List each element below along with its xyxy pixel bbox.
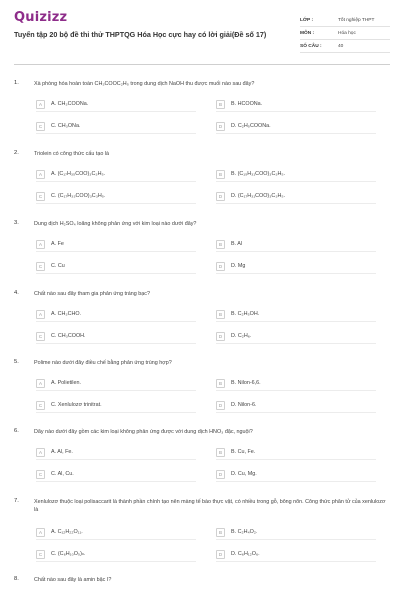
option-text: C. (C₆H₁₀O₅)ₙ. (51, 551, 86, 557)
option-underline (216, 111, 376, 112)
question-4 (14, 290, 390, 350)
option-b[interactable] (216, 168, 376, 180)
option-b[interactable] (216, 446, 376, 458)
meta-value: Hóa học (338, 30, 356, 36)
option-letter-box: B (216, 170, 225, 179)
option-text: A. CH₃COONa. (51, 101, 89, 107)
option-text: B. C₂H₅OH. (231, 311, 260, 317)
question-number: 2. (14, 150, 19, 156)
option-text: C. Cu (51, 263, 65, 269)
option-text: D. Mg (231, 263, 246, 269)
option-text: C. Al, Cu. (51, 471, 74, 477)
option-text: A. Al, Fe. (51, 449, 73, 455)
option-underline (216, 390, 376, 391)
option-a[interactable] (36, 526, 196, 538)
option-c[interactable] (36, 548, 196, 560)
option-underline (216, 481, 376, 482)
meta-key: LỚP : (300, 17, 314, 23)
option-underline (216, 181, 376, 182)
option-text: B. Cu, Fe. (231, 449, 256, 455)
option-text: D. C₂H₆. (231, 333, 252, 339)
document-title: Tuyển tập 20 bộ đề thi thử THPTQG Hóa Học cực hay có lời giải(Đề số 17) (14, 30, 267, 39)
option-letter-box: A (36, 528, 45, 537)
option-letter-box: B (216, 100, 225, 109)
option-text: C. (C₁₇H₃₃COO)₃C₃H₅. (51, 193, 106, 199)
option-text: B. Al (231, 241, 243, 247)
question-number: 7. (14, 498, 19, 504)
option-b[interactable] (216, 238, 376, 250)
option-text: B. HCOONa. (231, 101, 263, 107)
meta-key: SỐ CÂU : (300, 43, 322, 49)
option-d[interactable] (216, 120, 376, 132)
question-text: Chất nào sau đây là amin bậc I? (34, 577, 112, 583)
option-underline (36, 273, 196, 274)
option-letter-box: D (216, 401, 225, 410)
option-underline (216, 343, 376, 344)
option-underline (216, 539, 376, 540)
option-underline (36, 133, 196, 134)
option-underline (216, 561, 376, 562)
option-text: C. CH₃COOH. (51, 333, 86, 339)
option-letter-box: C (36, 262, 45, 271)
option-letter-box: B (216, 379, 225, 388)
option-a[interactable] (36, 238, 196, 250)
option-text: B. Nilon-6,6. (231, 380, 261, 386)
option-letter-box: C (36, 470, 45, 479)
option-underline (216, 412, 376, 413)
option-text: D. C₆H₁₂O₆. (231, 551, 260, 557)
question-text: Xà phòng hóa hoàn toàn CH₃COOC₂H₅ trong dung dịch NaOH thu được muối nào sau đây? (34, 81, 255, 87)
option-underline (36, 539, 196, 540)
option-d[interactable] (216, 548, 376, 560)
option-text: A. C₁₂H₂₂O₁₁. (51, 529, 83, 535)
option-b[interactable] (216, 98, 376, 110)
option-text: B. (C₁₅H₃₁COO)₃C₃H₅. (231, 171, 286, 177)
option-a[interactable] (36, 446, 196, 458)
option-text: A. (C₁₇H₃₅COO)₃C₃H₅. (51, 171, 106, 177)
option-text: D. (C₁₇H₃₁COO)₃C₃H₅. (231, 193, 286, 199)
option-c[interactable] (36, 330, 196, 342)
question-5 (14, 359, 390, 419)
option-letter-box: D (216, 192, 225, 201)
question-number: 6. (14, 428, 19, 434)
option-d[interactable] (216, 260, 376, 272)
option-underline (36, 390, 196, 391)
option-letter-box: A (36, 170, 45, 179)
option-underline (36, 459, 196, 460)
option-underline (36, 412, 196, 413)
option-letter-box: C (36, 550, 45, 559)
question-text: Polime nào dưới đây điều chế bằng phản ứng trùng hợp? (34, 360, 172, 366)
option-text: C. CH₃ONa. (51, 123, 81, 129)
option-underline (36, 321, 196, 322)
question-7 (14, 498, 390, 568)
option-b[interactable] (216, 308, 376, 320)
meta-row-subject (300, 27, 390, 40)
question-text: Dãy nào dưới đây gồm các kim loại không phản ứng được với dung dịch HNO₃ đặc, nguội? (34, 429, 253, 435)
option-text: A. Fe (51, 241, 64, 247)
question-text: Dung dịch H₂SO₄ loãng không phản ứng với kim loại nào dưới đây? (34, 221, 197, 227)
option-d[interactable] (216, 399, 376, 411)
option-d[interactable] (216, 330, 376, 342)
option-letter-box: A (36, 240, 45, 249)
option-letter-box: C (36, 122, 45, 131)
question-number: 1. (14, 80, 19, 86)
option-letter-box: D (216, 470, 225, 479)
option-underline (36, 181, 196, 182)
quizizz-logo: Quizizz (14, 10, 68, 25)
option-a[interactable] (36, 308, 196, 320)
option-a[interactable] (36, 377, 196, 389)
option-underline (216, 321, 376, 322)
option-text: C. Xenlulozơ trinitrat. (51, 402, 102, 408)
question-text: Chất nào sau đây tham gia phản ứng tráng bạc? (34, 291, 150, 297)
option-b[interactable] (216, 377, 376, 389)
option-letter-box: D (216, 122, 225, 131)
option-underline (36, 343, 196, 344)
question-text: Xenlulozơ thuộc loại polisaccarit là thành phần chính tạo nên màng tế bào thực vật, có nhiều trong gỗ, bông nõn. Công thức phân tử của xenlulozơ là (34, 499, 386, 513)
question-number: 3. (14, 220, 19, 226)
option-letter-box: D (216, 262, 225, 271)
option-underline (216, 273, 376, 274)
option-letter-box: B (216, 240, 225, 249)
option-underline (36, 251, 196, 252)
option-letter-box: D (216, 332, 225, 341)
option-b[interactable] (216, 526, 376, 538)
option-letter-box: A (36, 448, 45, 457)
header-divider (14, 64, 390, 65)
question-1 (14, 80, 390, 140)
option-letter-box: D (216, 550, 225, 559)
meta-key: MÔN : (300, 30, 315, 36)
question-3 (14, 220, 390, 280)
option-underline (216, 459, 376, 460)
option-c[interactable] (36, 399, 196, 411)
meta-value: 40 (338, 43, 344, 49)
option-d[interactable] (216, 190, 376, 202)
question-text: Triolein có công thức cấu tạo là (34, 151, 110, 157)
question-2 (14, 150, 390, 210)
option-underline (36, 481, 196, 482)
option-a[interactable] (36, 168, 196, 180)
option-underline (216, 251, 376, 252)
option-letter-box: C (36, 401, 45, 410)
option-text: B. C₂H₄O₂. (231, 529, 258, 535)
option-d[interactable] (216, 468, 376, 480)
option-c[interactable] (36, 260, 196, 272)
option-text: A. CH₃CHO. (51, 311, 82, 317)
document-header (0, 0, 400, 62)
option-underline (36, 203, 196, 204)
meta-row-class (300, 14, 390, 27)
option-letter-box: A (36, 310, 45, 319)
option-text: A. Polietilen. (51, 380, 81, 386)
option-underline (36, 561, 196, 562)
option-underline (36, 111, 196, 112)
meta-value: Tốt nghiệp THPT (338, 17, 375, 23)
meta-info-table (300, 14, 390, 53)
option-letter-box: A (36, 379, 45, 388)
option-a[interactable] (36, 98, 196, 110)
option-letter-box: A (36, 100, 45, 109)
option-c[interactable] (36, 468, 196, 480)
question-number: 5. (14, 359, 19, 365)
option-c[interactable] (36, 120, 196, 132)
option-text: D. Nilon-6. (231, 402, 257, 408)
option-letter-box: B (216, 448, 225, 457)
option-underline (216, 133, 376, 134)
question-6 (14, 428, 390, 488)
question-number: 4. (14, 290, 19, 296)
option-letter-box: C (36, 192, 45, 201)
option-letter-box: C (36, 332, 45, 341)
option-underline (216, 203, 376, 204)
option-letter-box: B (216, 528, 225, 537)
option-letter-box: B (216, 310, 225, 319)
option-text: D. C₂H₅COONa. (231, 123, 271, 129)
question-8 (14, 576, 390, 590)
option-c[interactable] (36, 190, 196, 202)
meta-row-count (300, 40, 390, 53)
question-number: 8. (14, 576, 19, 582)
option-text: D. Cu, Mg. (231, 471, 257, 477)
